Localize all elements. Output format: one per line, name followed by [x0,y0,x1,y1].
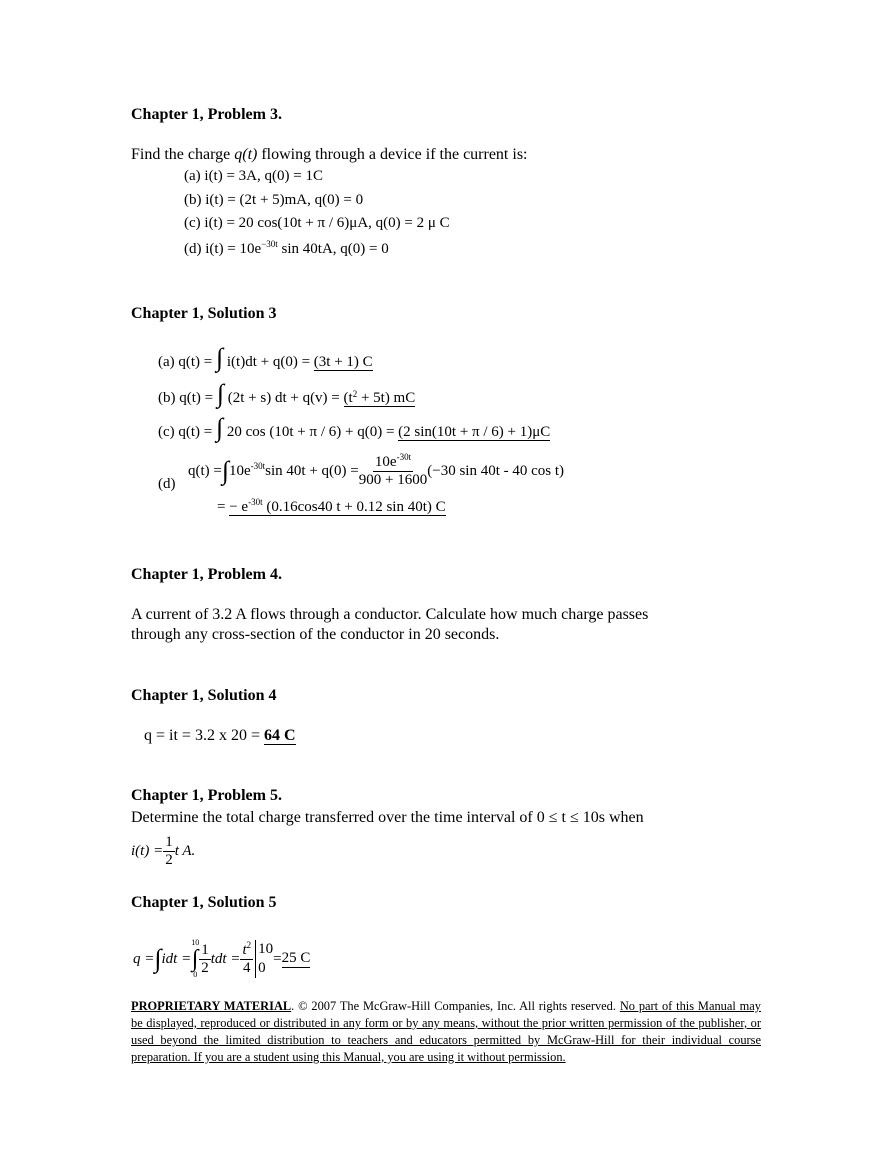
solution-3-a [158,345,373,377]
t2-exponent: 2 [246,939,252,950]
integral-lower-limit: 0 [193,970,198,979]
t2-base: t [242,941,247,958]
sol-c-answer: (2 sin(10t + π / 6) + 1)μC [398,424,551,440]
sol-a-prefix: (a) q(t) = [158,354,217,370]
s5-fraction-half [199,942,211,977]
problem-5-heading: Chapter 1, Problem 5. [131,787,282,804]
problem-4-line2: through any cross-section of the conductor in 20 seconds. [131,626,500,643]
fraction-numerator [240,939,253,960]
sol-4-answer: 64 C [263,727,296,744]
sol-a-answer: (3t + 1) C [313,354,373,370]
fraction-denominator: 2 [165,851,173,868]
intro-text-2: flowing through a device if the current is: [257,146,528,163]
p5-fraction [163,834,175,869]
sol-d2-answer [229,499,445,516]
sol-d-fraction [358,451,428,489]
problem-4-heading: Chapter 1, Problem 4. [131,566,282,583]
sol-b-answer-end: + 5t) mC [357,390,416,406]
p5-eq-prefix: i(t) = [131,842,164,859]
sol-d-exponent: -30t [250,460,266,471]
sol-c-middle: 20 cos (10t + π / 6) + q(0) = [223,424,399,440]
intro-charge: q(t) [234,146,258,163]
solution-4-equation [144,727,296,745]
s5-equals: = [273,950,282,967]
item-d-exponent: −30t [261,239,278,249]
solution-3-b [158,381,415,413]
integral-sign: ∫ [191,946,199,972]
sol-c-prefix: (c) q(t) = [158,424,217,440]
definite-integral [191,939,199,979]
problem-5-line1: Determine the total charge transferred over the time interval of 0 ≤ t ≤ 10s when [131,809,644,826]
problem-5-equation [131,829,195,873]
sol-d2-exponent: -30t [248,497,263,507]
item-d-text-2: sin 40tA, q(0) = 0 [281,241,389,257]
sol-d-integrand-text: 10e [229,462,251,479]
problem-3-item-c: (c) i(t) = 20 cos(10t + π / 6)μA, q(0) = 2 μ C [184,215,450,231]
evaluation-bar [255,940,256,978]
permission-notice: No part of this Manual may be displayed, reproduced or distributed in any form or by any means, without the prior written permission of the publisher, or used beyond the limited distribution to teachers and educators permitted by McGraw-Hill for their individual course preparation. If you are a student using this Manual, you are using it without permission. [131,999,761,1064]
fraction-numerator-text: 10e [374,453,397,470]
problem-3-item-a: (a) i(t) = 3A, q(0) = 1C [184,168,323,184]
sol-d2-answer-text: − e [229,499,249,515]
fraction-denominator: 4 [243,959,251,976]
fraction-numerator [373,451,413,472]
s5-fraction-t2 [240,939,253,977]
p5-eq-suffix: t A. [174,842,196,859]
fraction-numerator: 1 [201,941,209,958]
intro-text: Find the charge [131,146,235,163]
sol-4-eq-text: q = it = 3.2 x 20 = [144,727,264,744]
item-d-text: (d) i(t) = 10e [184,241,262,257]
solution-4-heading: Chapter 1, Solution 4 [131,687,277,704]
evaluation-limits [258,940,273,978]
sol-b-middle: (2t + s) dt + q(v) = [223,390,344,406]
sol-d-middle: sin 40t + q(0) = [265,462,359,479]
proprietary-label: PROPRIETARY MATERIAL [131,999,292,1013]
copyright-footer [131,998,761,1066]
solution-5-equation [133,934,310,984]
s5-answer: 25 C [281,950,311,966]
problem-3-item-d [184,241,389,258]
sol-b-answer-text: (t [343,390,353,406]
fraction-denominator: 2 [201,959,209,976]
solution-5-heading: Chapter 1, Solution 5 [131,894,277,911]
problem-3-heading: Chapter 1, Problem 3. [131,106,282,123]
solution-3-c [158,415,550,447]
integral-upper-limit: 10 [191,938,200,947]
fraction-numerator-exponent: -30t [396,451,412,462]
integral-sign: ∫ [216,413,224,442]
sol-d-tail: (−30 sin 40t - 40 cos t) [427,462,565,479]
solution-3-heading: Chapter 1, Solution 3 [131,305,277,322]
sol-d2-answer-end: (0.16cos40 t + 0.12 sin 40t) C [262,499,446,515]
sol-a-middle: i(t)dt + q(0) = [223,354,314,370]
sol-b-answer-exponent: 2 [352,389,358,399]
solution-3-d-label: (d) [158,476,176,492]
fraction-denominator: 900 + 1600 [358,471,428,488]
copyright-text: . © 2007 The McGraw-Hill Companies, Inc. All rights reserved. [291,999,620,1013]
s5-tdt: tdt = [210,950,241,967]
sol-b-answer [344,390,416,407]
fraction-numerator: 1 [165,833,173,850]
s5-idt: idt = [161,950,192,967]
integral-sign: ∫ [221,456,229,485]
eval-lower: 0 [258,960,266,976]
sol-b-prefix: (b) q(t) = [158,390,217,406]
sol-d-prefix: q(t) = [188,462,222,479]
problem-3-intro [131,146,527,164]
sol-d-integrand [229,460,266,480]
integral-sign: ∫ [216,379,224,408]
sol-d2-prefix: = [217,499,230,515]
s5-q-prefix: q = [133,950,155,967]
solution-3-d-line2 [217,499,446,516]
integral-sign: ∫ [216,343,224,372]
problem-4-line1: A current of 3.2 A flows through a conductor. Calculate how much charge passes [131,606,649,623]
eval-upper: 10 [258,941,274,957]
solution-3-d [188,448,564,494]
integral-sign: ∫ [154,944,162,973]
problem-3-item-b: (b) i(t) = (2t + 5)mA, q(0) = 0 [184,192,364,208]
